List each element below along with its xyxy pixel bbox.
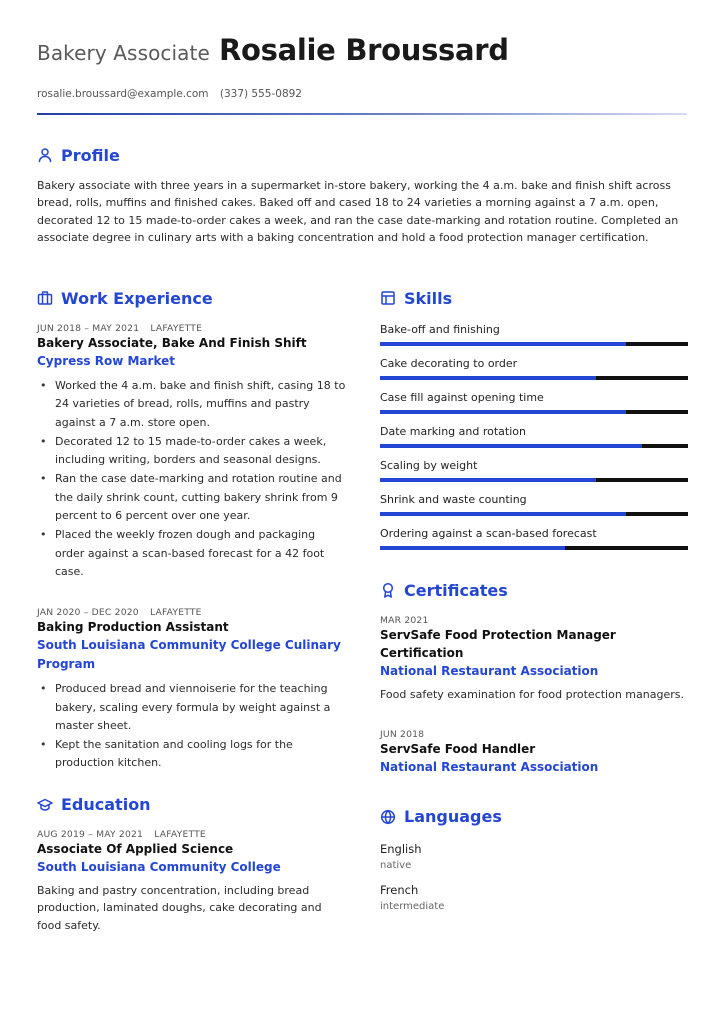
- certificate-entry: [380, 729, 688, 777]
- certificates-section: [380, 580, 688, 777]
- bullet-item: • Kept the sanitation and cooling logs for the production kitchen.: [37, 736, 347, 773]
- skill-item: [380, 458, 688, 492]
- language-name: English: [380, 841, 422, 856]
- entry-meta: [37, 323, 347, 334]
- entry-bullets: [37, 377, 347, 581]
- phone-text: (337) 555-0892: [219, 88, 302, 100]
- entry-meta: [37, 607, 347, 618]
- globe-icon: [380, 809, 396, 825]
- skill-item: [380, 526, 688, 560]
- layout-icon: [380, 290, 396, 306]
- skill-level-bar: [380, 376, 688, 380]
- entry-meta: [37, 829, 347, 840]
- skill-item: [380, 322, 688, 356]
- certificate-description: Food safety examination for food protection managers.: [380, 688, 684, 701]
- profile-summary: Bakery associate with three years in a supermarket in-store bakery, working the 4 a.m. bake and finish shift across bread, rolls, muffins and finished cakes. Baked off and cased 18 to 24 varieties a morning against a 7 a.m. open, decorated 12 to 15 made-to-order cakes a week, and ran the case date-marking and rotation routine. Completed an associate degree in culinary arts with a baking concentration and hold a food protection manager certification.: [37, 179, 679, 245]
- skill-level-bar: [380, 410, 688, 414]
- work-experience-heading: Work Experience: [61, 288, 213, 308]
- bullet-item: • Decorated 12 to 15 made-to-order cakes a week, including writing, borders and seasonal designs.: [37, 433, 347, 470]
- email-text: rosalie.broussard@example.com: [37, 88, 209, 100]
- skills-section: [380, 288, 688, 560]
- entry-location: LAFAYETTE: [150, 323, 203, 334]
- skill-level-fill: [380, 376, 596, 380]
- education-description: Baking and pastry concentration, including bread production, laminated doughs, cake decorating and food safety.: [37, 883, 322, 932]
- profile-section: [37, 145, 689, 247]
- skill-name: Cake decorating to order: [380, 357, 518, 370]
- work-experience-section: [37, 288, 347, 773]
- skills-list: [380, 322, 688, 560]
- header-divider: [37, 113, 687, 115]
- person-icon: [37, 147, 53, 163]
- skill-level-fill: [380, 410, 626, 414]
- skill-level-fill: [380, 444, 642, 448]
- certificate-title: ServSafe Food Handler: [380, 741, 536, 756]
- language-level: native: [380, 859, 412, 871]
- entry-employer: Cypress Row Market: [37, 354, 175, 368]
- language-level: intermediate: [380, 900, 445, 912]
- skill-name: Ordering against a scan-based forecast: [380, 527, 597, 540]
- skill-level-fill: [380, 342, 626, 346]
- language-item: [380, 841, 688, 874]
- skill-name: Case fill against opening time: [380, 391, 544, 404]
- language-item: [380, 882, 688, 915]
- languages-heading: Languages: [404, 807, 502, 826]
- entry-employer: South Louisiana Community College Culinary Program: [37, 638, 341, 672]
- school-name: South Louisiana Community College: [37, 859, 281, 874]
- skill-level-fill: [380, 546, 565, 550]
- entry-dates: JAN 2020 – DEC 2020: [37, 607, 139, 619]
- award-icon: [380, 582, 396, 598]
- skill-name: Bake-off and finishing: [380, 323, 500, 336]
- profile-heading: Profile: [61, 145, 120, 165]
- skill-level-bar: [380, 546, 688, 550]
- certificate-issuer: National Restaurant Association: [380, 664, 599, 678]
- certificates-heading: Certificates: [404, 580, 508, 600]
- entry-location: LAFAYETTE: [154, 828, 206, 840]
- certificate-date: MAR 2021: [380, 615, 429, 626]
- candidate-name: Rosalie Broussard: [218, 33, 509, 67]
- certificate-entry: [380, 615, 688, 704]
- education-section: [37, 795, 347, 935]
- skill-level-fill: [380, 512, 626, 516]
- entry-location: LAFAYETTE: [149, 607, 202, 619]
- bullet-item: • Produced bread and viennoiserie for the teaching bakery, scaling every formula by weight against a master sheet.: [37, 680, 347, 735]
- certificate-title: ServSafe Food Protection Manager Certification: [380, 628, 616, 660]
- skills-heading: Skills: [404, 288, 453, 308]
- education-heading: Education: [61, 795, 151, 815]
- skill-item: [380, 492, 688, 526]
- education-entry: [37, 829, 347, 935]
- skill-name: Shrink and waste counting: [380, 493, 527, 506]
- bullet-item: • Ran the case date-marking and rotation routine and the daily shrink count, cutting bakery shrink from 9 percent to 6 percent over one year.: [37, 470, 347, 525]
- right-column: [380, 288, 688, 923]
- entry-title: Baking Production Assistant: [37, 620, 229, 635]
- skill-level-bar: [380, 512, 688, 516]
- entry-dates: AUG 2019 – MAY 2021: [37, 828, 144, 840]
- work-entry: [37, 323, 347, 581]
- work-entry: [37, 607, 347, 772]
- degree-title: Associate Of Applied Science: [37, 841, 234, 856]
- skill-item: [380, 424, 688, 458]
- skill-name: Date marking and rotation: [380, 425, 526, 438]
- skill-level-bar: [380, 444, 688, 448]
- left-column: [37, 288, 347, 934]
- certificate-date: JUN 2018: [380, 728, 425, 740]
- entry-bullets: [37, 680, 347, 772]
- graduation-cap-icon: [37, 797, 53, 813]
- bullet-item: • Worked the 4 a.m. bake and finish shift, casing 18 to 24 varieties of bread, rolls, muffins and pastry against a 7 a.m. store open.: [37, 377, 347, 432]
- language-name: French: [380, 882, 419, 897]
- contact-line: [37, 88, 687, 100]
- bullet-item: • Placed the weekly frozen dough and packaging order against a scan-based forecast for a 42 foot case.: [37, 526, 347, 581]
- skill-level-bar: [380, 342, 688, 346]
- job-title: Bakery Associate: [37, 41, 210, 65]
- certificate-issuer: National Restaurant Association: [380, 759, 599, 774]
- entry-title: Bakery Associate, Bake And Finish Shift: [37, 336, 307, 350]
- briefcase-icon: [37, 290, 53, 306]
- languages-section: [380, 807, 688, 915]
- entry-dates: JUN 2018 – MAY 2021: [37, 323, 140, 334]
- skill-level-bar: [380, 478, 688, 482]
- resume-header: [37, 33, 687, 68]
- languages-list: [380, 841, 688, 915]
- skill-item: [380, 356, 688, 390]
- skill-item: [380, 390, 688, 424]
- skill-level-fill: [380, 478, 596, 482]
- skill-name: Scaling by weight: [380, 459, 478, 472]
